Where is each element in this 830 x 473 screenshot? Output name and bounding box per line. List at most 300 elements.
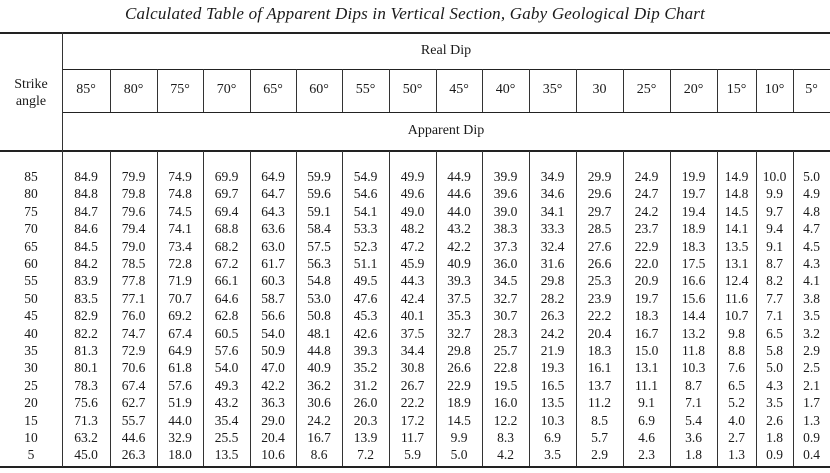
apparent-dip-cell: 24.9 [634,169,659,184]
apparent-dip-cell: 16.5 [540,377,565,393]
apparent-dip-cell: 44.3 [400,273,425,289]
apparent-dip-cell: 29.8 [540,273,565,289]
apparent-dip-cell: 30.8 [400,360,425,376]
real-dip-column-header: 50° [402,82,423,97]
apparent-dip-cell: 13.5 [214,447,239,463]
apparent-dip-cell: 18.9 [447,395,471,411]
apparent-dip-cell: 57.6 [168,377,192,393]
column-divider [623,69,624,112]
apparent-dip-cell: 63.6 [261,221,285,237]
strike-angle-value: 20 [24,395,38,411]
apparent-dip-cell: 18.9 [681,221,706,237]
apparent-dip-cell: 20.4 [587,325,612,341]
apparent-dip-cell: 10.3 [681,360,706,376]
strike-angle-value: 60 [24,256,38,271]
real-dip-column-header: 60° [309,82,329,97]
apparent-dip-cell: 18.0 [168,447,192,463]
real-dip-column-header: 75° [170,82,190,97]
apparent-dip-cell: 7.6 [728,360,745,376]
apparent-dip-cell: 45.3 [353,308,378,324]
apparent-dip-cell: 29.6 [587,186,612,202]
apparent-dip-cell: 59.1 [307,203,331,219]
apparent-dip-cell: 69.9 [214,169,239,184]
apparent-dip-cell: 2.7 [728,430,745,445]
apparent-dip-cell: 3.5 [544,447,561,463]
apparent-dip-cell: 84.2 [74,256,98,271]
apparent-dip-cell: 11.1 [634,377,659,393]
column-divider [157,151,158,466]
apparent-dip-cell: 74.8 [168,186,192,202]
apparent-dip-cell: 1.8 [685,447,702,463]
apparent-dip-cell: 74.7 [121,325,146,341]
apparent-dip-cell: 54.1 [353,203,378,219]
apparent-dip-cell: 16.1 [587,360,612,376]
apparent-dip-cell: 74.5 [168,203,192,219]
bottom-rule [0,466,830,468]
apparent-dip-cell: 26.0 [353,395,378,411]
apparent-dip-cell: 8.5 [591,412,608,428]
column-divider [250,69,251,112]
apparent-dip-cell: 6.5 [728,377,745,393]
strike-angle-value: 65 [24,238,38,254]
apparent-dip-cell: 3.5 [766,395,783,411]
apparent-dip-cell: 84.5 [74,238,98,254]
apparent-dip-cell: 15.0 [634,343,659,358]
apparent-dip-cell: 18.3 [681,238,706,254]
real-dip-column-header: 70° [216,82,237,97]
apparent-dip-cell: 2.9 [803,343,820,358]
apparent-dip-cell: 80.1 [74,360,98,376]
apparent-dip-cell: 48.2 [400,221,425,237]
apparent-dip-cell: 64.9 [261,169,285,184]
apparent-dip-cell: 16.7 [634,325,659,341]
apparent-dip-cell: 13.7 [587,377,612,393]
apparent-dip-cell: 8.2 [766,273,783,289]
apparent-dip-cell: 49.5 [353,273,378,289]
real-dip-column-header: 40° [495,82,516,97]
apparent-dip-cell: 1.3 [728,447,745,463]
apparent-dip-cell: 5.0 [450,447,468,463]
apparent-dip-cell: 50.8 [307,308,331,324]
column-divider [793,151,794,466]
apparent-dip-cell: 14.5 [724,203,749,219]
apparent-dip-cell: 8.7 [685,377,702,393]
apparent-dip-cell: 34.4 [400,343,425,358]
apparent-dip-cell: 39.9 [493,169,518,184]
apparent-dip-cell: 54.0 [214,360,239,376]
apparent-dip-cell: 44.0 [447,203,471,219]
apparent-dip-cell: 26.6 [587,256,612,271]
apparent-dip-cell: 55.7 [121,412,146,428]
apparent-dip-cell: 54.8 [307,273,331,289]
apparent-dip-cell: 6.9 [544,430,561,445]
apparent-dip-cell: 44.8 [307,343,331,358]
apparent-dip-header: Apparent Dip [407,123,485,138]
apparent-dip-cell: 28.2 [540,290,565,306]
apparent-dip-cell: 84.7 [74,203,98,219]
apparent-dip-cell: 31.6 [540,256,565,271]
apparent-dip-cell: 37.3 [493,238,518,254]
apparent-dip-cell: 61.8 [168,360,192,376]
real-dip-column-header: 25° [636,82,657,97]
apparent-dip-cell: 3.5 [803,308,820,324]
strike-angle-line-1: Strike [14,77,48,92]
column-divider [296,69,297,112]
apparent-dip-cell: 64.3 [261,203,285,219]
apparent-dip-cell: 10.7 [724,308,749,324]
apparent-dip-cell: 11.8 [681,343,706,358]
column-divider [436,69,437,112]
apparent-dip-cell: 73.4 [168,238,192,254]
real-dip-column-header: 80° [123,82,144,97]
real-dip-column-header: 85° [76,82,96,97]
apparent-dip-cell: 19.3 [540,360,565,376]
apparent-dip-cell: 7.2 [357,447,374,463]
apparent-dip-cell: 84.9 [74,169,98,184]
apparent-dip-cell: 16.7 [307,430,331,445]
apparent-dip-cell: 25.7 [493,343,518,358]
apparent-dip-cell: 2.5 [803,360,820,376]
apparent-dip-cell: 4.1 [803,273,820,289]
apparent-dip-cell: 2.3 [638,447,655,463]
apparent-dip-cell: 36.0 [493,256,518,271]
apparent-dip-cell: 58.4 [307,221,331,237]
real-dip-column-header: 35° [542,82,563,97]
apparent-dip-cell: 0.9 [766,447,783,463]
apparent-dip-cell: 68.8 [214,221,239,237]
apparent-dip-cell: 22.8 [493,360,518,376]
apparent-dip-cell: 60.5 [214,325,239,341]
apparent-dip-cell: 44.0 [168,412,192,428]
apparent-dip-cell: 40.1 [400,308,425,324]
real-dip-column-header: 30 [592,82,607,97]
apparent-dip-cell: 29.8 [447,343,471,358]
apparent-dip-cell: 84.8 [74,186,98,202]
real-dip-column-header: 20° [683,82,704,97]
apparent-dip-cell: 4.5 [803,238,820,254]
apparent-dip-cell: 42.6 [353,325,378,341]
real-dip-column-header: 10° [764,82,785,97]
strike-angle-value: 15 [24,412,38,428]
real-dip-column-header: 5° [805,82,818,97]
apparent-dip-cell: 19.4 [681,203,706,219]
apparent-dip-cell: 62.7 [121,395,146,411]
column-divider [389,151,390,466]
apparent-dip-cell: 10.6 [261,447,285,463]
apparent-dip-cell: 6.9 [638,412,655,428]
strike-angle-value: 80 [24,186,38,202]
apparent-dip-cell: 59.6 [307,186,331,202]
strike-angle-value: 75 [24,203,38,219]
column-divider [250,151,251,466]
apparent-dip-cell: 33.3 [540,221,565,237]
apparent-dip-cell: 75.6 [74,395,98,411]
apparent-dip-cell: 39.0 [493,203,518,219]
apparent-dip-cell: 49.6 [400,186,425,202]
apparent-dip-cell: 78.5 [121,256,146,271]
apparent-dip-cell: 44.6 [121,430,146,445]
column-divider [110,151,111,466]
apparent-dip-cell: 64.7 [261,186,285,202]
apparent-dip-cell: 13.1 [724,256,749,271]
apparent-dip-cell: 82.9 [74,308,98,324]
column-divider [756,69,757,112]
apparent-dip-cell: 5.8 [766,343,783,358]
apparent-dip-cell: 40.9 [447,256,471,271]
apparent-dip-cell: 82.2 [74,325,98,341]
apparent-dip-cell: 20.3 [353,412,378,428]
apparent-dip-cell: 79.6 [121,203,146,219]
apparent-dip-cell: 5.4 [685,412,702,428]
apparent-dip-cell: 79.9 [121,169,146,184]
apparent-dip-cell: 42.4 [400,290,425,306]
strike-angle-value: 50 [24,290,38,306]
apparent-dip-cell: 8.8 [728,343,745,358]
column-divider [576,151,577,466]
apparent-dip-cell: 45.0 [74,447,98,463]
column-divider [110,69,111,112]
apparent-dip-cell: 26.7 [400,377,425,393]
apparent-dip-cell: 6.5 [766,325,783,341]
column-divider [756,151,757,466]
apparent-dip-cell: 54.6 [353,186,378,202]
apparent-dip-cell: 26.3 [540,308,565,324]
apparent-dip-cell: 47.6 [353,290,378,306]
strike-angle-value: 10 [24,430,38,445]
strike-angle-value: 40 [24,325,38,341]
apparent-dip-cell: 14.4 [681,308,706,324]
apparent-dip-cell: 44.9 [447,169,471,184]
apparent-dip-cell: 22.2 [400,395,425,411]
apparent-dip-cell: 74.1 [168,221,192,237]
real-dip-rule [62,69,830,70]
apparent-dip-cell: 29.0 [261,412,285,428]
apparent-dip-cell: 36.2 [307,377,331,393]
real-dip-column-header: 45° [449,82,469,97]
apparent-dip-cell: 11.7 [400,430,425,445]
apparent-dip-cell: 23.9 [587,290,612,306]
apparent-dip-cell: 64.9 [168,343,192,358]
apparent-dip-cell: 1.7 [803,395,820,411]
apparent-dip-cell: 66.1 [214,273,239,289]
apparent-dip-cell: 24.7 [634,186,659,202]
apparent-dip-cell: 4.3 [766,377,783,393]
apparent-dip-cell: 12.2 [493,412,518,428]
apparent-dip-cell: 4.0 [728,412,745,428]
apparent-dip-cell: 63.2 [74,430,98,445]
apparent-dip-cell: 14.5 [447,412,471,428]
apparent-dip-cell: 5.2 [728,395,745,411]
column-divider [576,69,577,112]
apparent-dip-cell: 34.6 [540,186,565,202]
apparent-dip-cell: 49.0 [400,203,425,219]
strike-angle-line-2: angle [15,94,47,109]
apparent-dip-cell: 43.2 [447,221,471,237]
apparent-dip-cell: 1.3 [803,412,820,428]
apparent-dip-cell: 72.9 [121,343,146,358]
column-divider [623,151,624,466]
apparent-dip-cell: 13.5 [724,238,749,254]
column-divider [717,151,718,466]
apparent-dip-cell: 21.9 [540,343,565,358]
apparent-dip-cell: 27.6 [587,238,612,254]
apparent-dip-cell: 9.9 [450,430,468,445]
apparent-dip-cell: 22.2 [587,308,612,324]
strike-angle-value: 25 [24,377,38,393]
apparent-dip-cell: 9.1 [766,238,783,254]
apparent-dip-cell: 51.1 [353,256,378,271]
column-divider [482,151,483,466]
apparent-dip-cell: 18.3 [634,308,659,324]
header-bottom-rule [0,150,830,152]
apparent-dip-cell: 67.4 [168,325,192,341]
apparent-dip-cell: 25.3 [587,273,612,289]
apparent-dip-cell: 57.5 [307,238,331,254]
apparent-dip-cell: 42.2 [261,377,285,393]
apparent-dip-cell: 9.4 [766,221,783,237]
column-divider [342,69,343,112]
apparent-dip-cell: 79.8 [121,186,146,202]
apparent-dip-cell: 24.2 [540,325,565,341]
apparent-dip-cell: 32.4 [540,238,565,254]
apparent-dip-cell: 83.9 [74,273,98,289]
apparent-dip-cell: 15.6 [681,290,706,306]
apparent-dip-cell: 3.8 [803,290,820,306]
apparent-dip-cell: 47.2 [400,238,425,254]
apparent-dip-cell: 53.0 [307,290,331,306]
apparent-dip-cell: 39.3 [353,343,378,358]
real-dip-column-header: 15° [726,82,747,97]
apparent-dip-cell: 14.8 [724,186,749,202]
apparent-dip-cell: 52.3 [353,238,378,254]
apparent-dip-cell: 53.3 [353,221,378,237]
apparent-dip-cell: 64.6 [214,290,239,306]
apparent-dip-cell: 18.3 [587,343,612,358]
apparent-dip-cell: 2.9 [591,447,608,463]
apparent-dip-cell: 8.7 [766,256,783,271]
real-dip-column-header: 65° [263,82,283,97]
apparent-dip-cell: 37.5 [447,290,471,306]
strike-angle-value: 55 [24,273,38,289]
real-dip-header: Real Dip [420,43,472,58]
apparent-dip-cell: 16.0 [493,395,518,411]
column-divider [436,151,437,466]
apparent-dip-cell: 19.7 [681,186,706,202]
apparent-dip-cell: 34.5 [493,273,518,289]
apparent-dip-cell: 28.3 [493,325,518,341]
column-divider [203,69,204,112]
strike-angle-header [0,76,62,110]
apparent-dip-cell: 54.0 [261,325,285,341]
column-divider [389,69,390,112]
apparent-dip-cell: 32.9 [168,430,192,445]
strike-angle-value: 30 [24,360,38,376]
apparent-dip-cell: 19.7 [634,290,659,306]
strike-angle-value: 5 [27,447,35,463]
column-divider [670,69,671,112]
apparent-dip-cell: 4.8 [803,203,820,219]
apparent-dip-cell: 61.7 [261,256,285,271]
apparent-dip-cell: 10.3 [540,412,565,428]
column-divider [296,151,297,466]
apparent-dip-cell: 3.2 [803,325,820,341]
apparent-dip-cell: 16.6 [681,273,706,289]
apparent-dip-cell: 22.0 [634,256,659,271]
apparent-dip-cell: 58.7 [261,290,285,306]
apparent-dip-cell: 45.9 [400,256,425,271]
apparent-dip-cell: 56.6 [261,308,285,324]
apparent-dip-cell: 62.8 [214,308,239,324]
top-rule [0,32,830,34]
apparent-dip-cell: 76.0 [121,308,146,324]
apparent-dip-cell: 5.0 [803,169,820,184]
apparent-dip-cell: 84.6 [74,221,98,237]
apparent-dip-cell: 67.2 [214,256,239,271]
apparent-dip-cell: 7.1 [685,395,702,411]
apparent-dip-cell: 34.1 [540,203,565,219]
column-divider [203,151,204,466]
apparent-dip-cell: 4.9 [803,186,820,202]
apparent-dip-cell: 43.2 [214,395,239,411]
column-divider [157,69,158,112]
apparent-dip-cell: 30.6 [307,395,331,411]
apparent-dip-cell: 56.3 [307,256,331,271]
apparent-dip-cell: 40.9 [307,360,331,376]
real-dip-column-header: 55° [355,82,376,97]
apparent-dip-cell: 4.6 [638,430,655,445]
apparent-dip-cell: 31.2 [353,377,378,393]
apparent-dip-cell: 37.5 [400,325,425,341]
column-divider [717,69,718,112]
apparent-dip-cell: 2.6 [766,412,783,428]
strike-angle-value: 35 [24,343,38,358]
apparent-dip-cell: 71.3 [74,412,98,428]
strike-angle-value: 85 [24,169,38,184]
apparent-dip-cell: 63.0 [261,238,285,254]
apparent-dip-cell: 35.4 [214,412,239,428]
apparent-dip-cell: 79.0 [121,238,146,254]
apparent-dip-cell: 81.3 [74,343,98,358]
table-title: Calculated Table of Apparent Dips in Vertical Section, Gaby Geological Dip Chart [124,4,706,23]
column-divider [529,151,530,466]
apparent-dip-cell: 9.9 [766,186,783,202]
apparent-dip-cell: 72.8 [168,256,192,271]
apparent-dip-cell: 13.2 [681,325,706,341]
apparent-dip-cell: 30.7 [493,308,518,324]
apparent-dip-cell: 0.9 [803,430,820,445]
apparent-dip-cell: 25.5 [214,430,239,445]
apparent-dip-cell: 2.1 [803,377,820,393]
apparent-dip-cell: 38.3 [493,221,518,237]
apparent-dip-cell: 44.6 [447,186,471,202]
apparent-dip-cell: 17.5 [681,256,706,271]
apparent-dip-cell: 9.7 [766,203,783,219]
apparent-dip-cell: 39.6 [493,186,518,202]
apparent-dip-cell: 10.0 [762,169,787,184]
apparent-dip-cell: 0.4 [803,447,820,463]
apparent-dip-cell: 22.9 [634,238,659,254]
apparent-dip-cell: 29.7 [587,203,612,219]
apparent-dip-cell: 5.7 [591,430,608,445]
apparent-dip-cell: 77.1 [121,290,146,306]
apparent-dip-cell: 69.2 [168,308,192,324]
apparent-dip-cell: 23.7 [634,221,659,237]
apparent-dip-cell: 49.9 [400,169,425,184]
apparent-dip-cell: 70.7 [168,290,192,306]
apparent-dip-cell: 17.2 [400,412,425,428]
apparent-dip-cell: 60.3 [261,273,285,289]
apparent-dip-cell: 13.1 [634,360,659,376]
